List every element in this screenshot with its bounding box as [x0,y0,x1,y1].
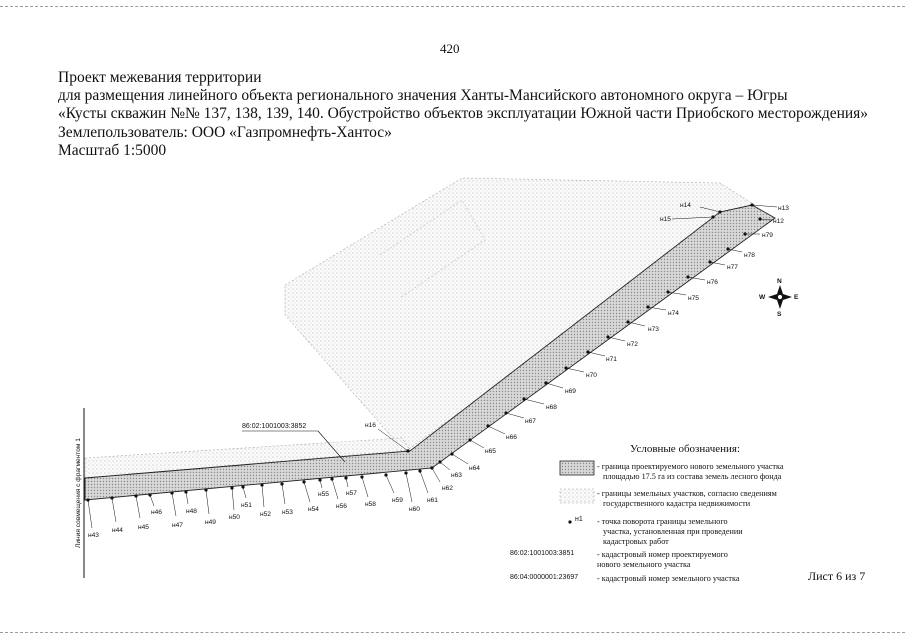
svg-text:н55: н55 [318,491,329,498]
point-n44 [110,496,123,534]
svg-text:н51: н51 [241,502,252,509]
svg-text:н60: н60 [409,506,420,513]
svg-text:н49: н49 [205,519,216,526]
svg-text:н79: н79 [762,232,773,239]
svg-text:н57: н57 [346,490,357,497]
legend-code-projected: 86:02:1001003:3851 [510,550,575,557]
svg-text:н66: н66 [506,434,517,441]
point-n51 [241,485,252,509]
point-n65 [468,438,496,455]
header-line-2: для размещения линейного объекта регионального значения Ханты-Мансийского автономного округа – Югры [58,87,788,105]
fragment-line-label: Линия совмещения с фрагментом 1 [75,438,82,548]
legend-swatch-existing [560,489,594,503]
svg-text:н44: н44 [112,527,123,534]
point-n45 [134,494,149,531]
point-n56 [330,477,347,510]
svg-text:н69: н69 [565,388,576,395]
point-n53 [280,482,293,516]
point-n49 [204,488,216,526]
compass-e: E [794,294,799,301]
point-n64 [450,452,480,472]
legend-item-projected: - граница проектируемого нового земельного участка площадью 17.5 га из состава земель лесного фонда [597,462,784,481]
point-n58 [360,475,376,508]
legend-point-label: н1 [575,516,583,523]
page-number: 420 [440,41,460,56]
svg-text:н56: н56 [336,503,347,510]
header-line-1: Проект межевания территории [58,69,262,86]
svg-text:н70: н70 [586,372,597,379]
svg-text:н72: н72 [627,341,638,348]
svg-text:н76: н76 [707,279,718,286]
point-n54 [302,480,319,513]
legend-item-turn-point: - точка поворота границы земельного участка, установленная при проведении кадастровых работ [597,517,743,546]
svg-text:н59: н59 [392,497,403,504]
svg-text:н67: н67 [525,418,536,425]
svg-text:н65: н65 [485,448,496,455]
svg-text:н54: н54 [308,506,319,513]
point-n59 [384,473,403,504]
svg-text:н47: н47 [172,522,183,529]
svg-text:н68: н68 [546,404,557,411]
compass-n: N [777,278,782,285]
point-n48 [184,490,197,515]
point-n69 [544,381,576,395]
legend-item-projected-number: - кадастровый номер проектируемого нового земельного участка [597,550,728,569]
cadastral-callout-text: 86:02:1001003:3852 [242,423,307,430]
svg-text:н50: н50 [229,514,240,521]
svg-text:н14: н14 [680,202,691,209]
point-n43 [86,498,99,539]
legend-item-existing-number: - кадастровый номер земельного участка [597,574,740,583]
legend-point-symbol [568,520,571,523]
point-n47 [170,491,183,529]
svg-text:н61: н61 [427,497,438,504]
svg-text:н48: н48 [186,508,197,515]
svg-text:н73: н73 [648,326,659,333]
point-n62 [430,466,453,492]
point-n46 [148,493,162,516]
compass-s: S [777,311,782,318]
point-n55 [318,478,329,498]
legend-title: Условные обозначения: [630,443,741,455]
point-n50 [229,486,240,521]
svg-text:н62: н62 [442,485,453,492]
svg-text:н64: н64 [469,465,480,472]
point-n63 [438,460,462,479]
sheet-label: Лист 6 из 7 [808,569,866,583]
legend-code-existing: 86:04:0000001:23697 [510,574,579,581]
svg-text:н71: н71 [606,356,617,363]
svg-text:н12: н12 [773,218,784,225]
compass-w: W [759,294,766,301]
svg-text:н43: н43 [88,532,99,539]
point-n67 [504,411,536,425]
header-line-4: Землепользователь: ООО «Газпромнефть-Хантос» [58,123,392,141]
svg-text:н74: н74 [668,310,679,317]
point-n61 [418,469,438,504]
svg-text:н15: н15 [660,216,671,223]
point-n66 [486,424,517,441]
svg-text:н75: н75 [688,295,699,302]
legend-item-existing: - границы земельных участков, согласно сведениям государственного кадастра недвижимости [597,489,777,508]
svg-text:н13: н13 [778,205,789,212]
svg-text:н63: н63 [451,472,462,479]
point-n60 [404,471,420,513]
svg-text:н45: н45 [138,524,149,531]
point-n68 [522,397,557,411]
legend-swatch-projected [560,461,594,475]
svg-text:н78: н78 [744,252,755,259]
existing-parcel-upper [285,178,755,452]
header-line-5: Масштаб 1:5000 [58,141,167,159]
svg-text:н52: н52 [260,511,271,518]
point-n52 [260,483,271,518]
svg-text:н53: н53 [282,509,293,516]
svg-text:н58: н58 [365,501,376,508]
header-line-3: «Кусты скважин №№ 137, 138, 139, 140. Обустройство объектов эксплуатации Южной части Приобского месторождения» [58,105,869,123]
svg-text:н16: н16 [365,422,376,429]
svg-text:н77: н77 [727,264,738,271]
svg-text:н46: н46 [151,509,162,516]
point-n57 [344,476,357,497]
compass-rose-icon [759,278,799,318]
